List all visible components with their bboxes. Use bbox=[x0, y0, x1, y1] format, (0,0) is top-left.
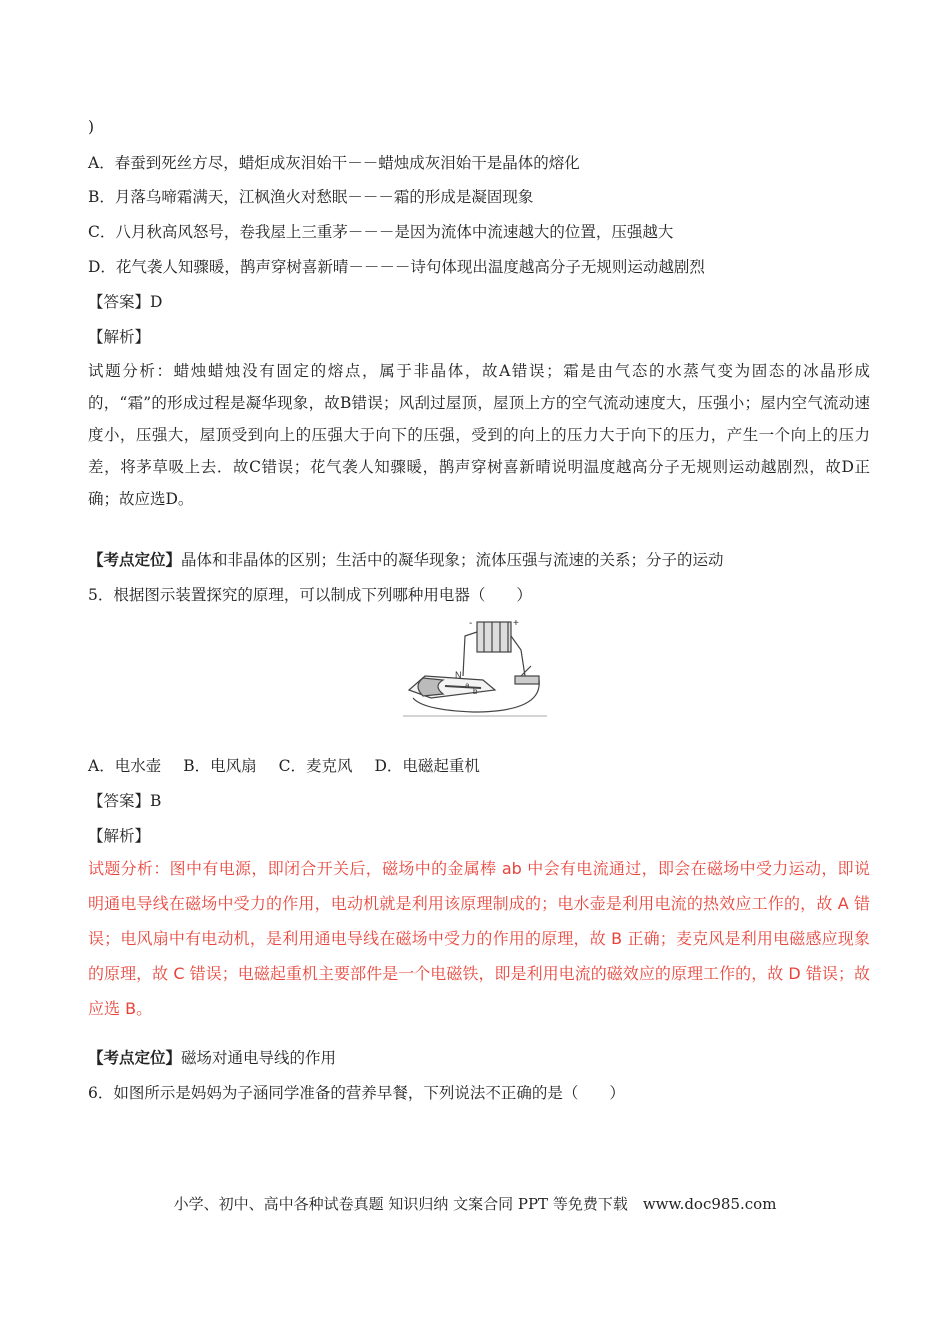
label-plus: + bbox=[513, 618, 519, 629]
q5-analysis: 试题分析：图中有电源，即闭合开关后，磁场中的金属棒 ab 中会有电流通过，即会在磁场中受力运动，即说明通电导线在磁场中受力的作用，电动机就是利用该原理制成的；电水壶是利用电流的热效应工作的，故 A 错误；电风扇中有电动机，是利用通电导线在磁场中受力的作用的原理，故 B 正确；麦克风是利用电磁感应现象的原理，故 C 错误；电磁起重机主要部件是一个电磁铁，即是利用电流的磁效应的原理工作的，故 D 错误；故应选 B。 bbox=[88, 859, 870, 1018]
top-fragment: ) bbox=[88, 118, 95, 136]
q5-kaodian-label: 【考点定位】 bbox=[88, 1048, 182, 1067]
label-b: b bbox=[473, 687, 478, 696]
battery-icon bbox=[477, 622, 511, 652]
q6-stem: 6．如图所示是妈妈为子涵同学准备的营养早餐，下列说法不正确的是（ ） bbox=[88, 1084, 625, 1102]
q4-option-b: B．月落乌啼霜满天，江枫渔火对愁眠－－－霜的形成是凝固现象 bbox=[88, 188, 534, 206]
q4-option-c: C．八月秋高风怒号，卷我屋上三重茅－－－是因为流体中流速越大的位置，压强越大 bbox=[88, 223, 674, 241]
q4-answer: 【答案】D bbox=[88, 293, 163, 311]
q5-option-c: C．麦克风 bbox=[278, 757, 353, 775]
q5-analysis-label: 【解析】 bbox=[88, 827, 151, 845]
q4-kaodian-text: 晶体和非晶体的区别；生活中的凝华现象；流体压强与流速的关系；分子的运动 bbox=[181, 551, 724, 569]
switch-icon bbox=[515, 676, 539, 684]
label-n: N bbox=[455, 670, 462, 680]
q5-answer: 【答案】B bbox=[88, 792, 162, 810]
q4-kaodian bbox=[88, 549, 724, 571]
q5-option-d: D．电磁起重机 bbox=[374, 757, 480, 775]
label-a: a bbox=[465, 681, 470, 690]
q5-kaodian-text: 磁场对通电导线的作用 bbox=[181, 1049, 337, 1067]
q5-option-a: A．电水壶 bbox=[88, 757, 162, 775]
label-minus: - bbox=[469, 618, 473, 629]
q4-analysis-label: 【解析】 bbox=[88, 328, 151, 346]
q5-option-b: B．电风扇 bbox=[183, 757, 257, 775]
q5-kaodian bbox=[88, 1047, 336, 1069]
q4-kaodian-label: 【考点定位】 bbox=[88, 550, 182, 569]
q4-option-a: A．春蚕到死丝方尽，蜡炬成灰泪始干－－蜡烛成灰泪始干是晶体的熔化 bbox=[88, 154, 580, 172]
q4-analysis: 试题分析：蜡烛蜡烛没有固定的熔点，属于非晶体，故A错误；霜是由气态的水蒸气变为固态的冰晶形成的，“霜”的形成过程是凝华现象，故B错误；风刮过屋顶，屋顶上方的空气流动速度大，压强小；屋内空气流动速度小，压强大，屋顶受到向上的压强大于向下的压强，受到的向上的压力大于向下的压力，产生一个向上的压力差，将茅草吸上去．故C错误；花气袭人知骤暖，鹊声穿树喜新晴说明温度越高分子无规则运动越剧烈，故D正确；故应选D。 bbox=[88, 362, 870, 508]
q4-option-d: D．花气袭人知骤暖，鹊声穿树喜新晴－－－－诗句体现出温度越高分子无规则运动越剧烈 bbox=[88, 258, 705, 276]
q5-options bbox=[88, 755, 502, 777]
q5-apparatus-figure bbox=[403, 616, 547, 718]
q5-stem: 5．根据图示装置探究的原理，可以制成下列哪种用电器（ ） bbox=[88, 586, 532, 604]
page-footer: 小学、初中、高中各种试卷真题 知识归纳 文案合同 PPT 等免费下载 www.doc985.com bbox=[173, 1195, 777, 1213]
